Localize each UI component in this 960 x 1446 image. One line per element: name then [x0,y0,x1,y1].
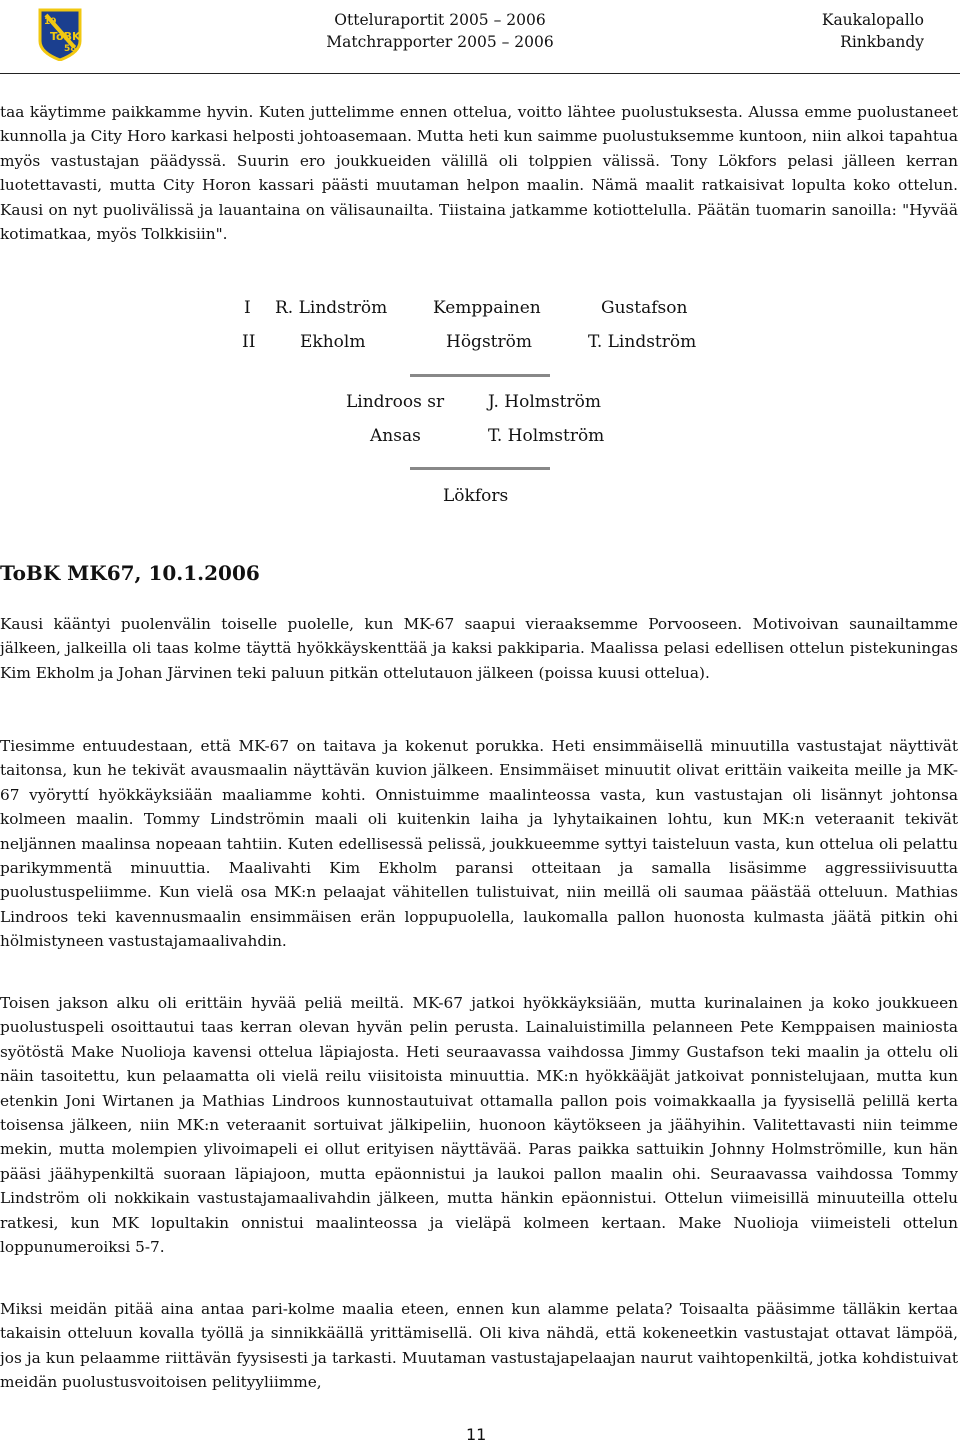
header-divider [0,73,960,74]
lineup-divider-1 [410,374,550,377]
forward-line-1-player-a: R. Lindström [275,298,388,318]
forward-line-2-player-b: Högström [446,332,532,352]
tobk-logo [36,7,84,61]
header-right [764,9,924,53]
forward-line-2-player-a: Ekholm [300,332,366,352]
defense-pair-2-player-b: T. Holmström [488,426,605,446]
defense-pair-1-player-b: J. Holmström [488,392,601,412]
logo-text: ToBK [50,30,81,43]
report-paragraph-1: Kausi kääntyi puolenvälin toiselle puolelle, kun MK-67 saapui vieraaksemme Porvooseen. Motivoivan saunailtamme jälkeen, jalkeilla oli taas kolme täyttä hyökkäyskenttää ja kaksi pakkiparia. Maalissa pelasi edellisen ottelun pistekuningas Kim Ekholm ja Johan Järvinen teki paluun pitkän ottelutauon jälkeen (poissa kuusi ottelua). [0,615,958,682]
header-title-fi: Otteluraportit 2005 – 2006 [334,11,546,29]
match-heading: ToBK MK67, 10.1.2006 [0,561,260,585]
report-paragraph-4: Miksi meidän pitää aina antaa pari-kolme maalia eteen, ennen kun alamme pelata? Toisaalta pääsimme tälläkin kertaa takaisin otteluun kovalla työllä ja sinnikkäällä yrittämisellä. Oli kiva nähdä, että kokeneetkin vastustajat ottavat lämpöä, jos ja kun pelaamme riittävän fyysisesti ja tarkasti. Muutaman vastustajapelaajan naurut vaihtopenkiltä, jotka kohdistuivat meidän puolustusvoitoisen pelityyliimme, [0,1300,958,1392]
forward-line-1-player-c: Gustafson [601,298,688,318]
header-sport-fi: Kaukalopallo [821,11,924,29]
intro-paragraph: taa käytimme paikkamme hyvin. Kuten juttelimme ennen ottelua, voitto lähtee puolustuksesta. Alussa emme puolustaneet kunnolla ja City Horo karkasi helposti johtoasemaan. Mutta heti kun saimme puolustuksemme kuntoon, niin alkoi tapahtua myös vastustajan päädyssä. Suurin ero joukkueiden välillä oli tolppien välissä. Tony Lökfors pelasi jälleen kerran luotettavasti, mutta City Horon kassari päästi muutaman helpon maalin. Nämä maalit ratkaisivat lopulta koko ottelun. Kausi on nyt puolivälissä ja lauantaina on välisaunailta. Tiistaina jatkamme kotiottelulla. Päätän tuomarin sanoilla: "Hyvää kotimatkaa, myös Tolkkisiin". [0,103,958,244]
forward-line-1-number: I [244,298,251,318]
header-center [315,9,565,53]
header-title-sv: Matchrapporter 2005 – 2006 [326,33,554,51]
report-paragraph-3: Toisen jakson alku oli erittäin hyvää peliä meiltä. MK-67 jatkoi hyökkäyksiään, mutta kurinalainen ja koko joukkueen puolustuspeli osoittautui taas kerran olevan hyvän pelin perusta. Lainaluistimilla pelanneen Pete Kemppaisen mainiosta syötöstä Make Nuolioja kavensi ottelua läpiajosta. Heti seuraavassa vaihdossa Jimmy Gustafson teki maalin ja ottelu oli näin tasoitettu, kun pelaamatta oli vielä reilu viisitoista minuuttia. MK:n hyökkääjät jatkoivat ponnistelujaan, mutta kun etenkin Joni Wirtanen ja Mathias Lindroos kunnostautuivat ottamalla pallon pois voimakkaalla ja fyysisellä pelillä kerta toisensa jälkeen, niin MK:n veteraanit sortuivat jälkipeliin, huonoon käytökseen ja jäähyihin. Valitettavasti niin teimme mekin, mutta molempien ylivoimapeli ei ollut erityisen näyttävää. Paras paikka sattuikin Johnny Holmströmille, kun hän pääsi jäähypenkiltä suoraan läpiajoon, mutta epäonnistui ja laukoi pallon maalin ohi. Seuraavassa vaihdossa Tommy Lindström oli nokkikain vastustajamaalivahdin jälkeen, mutta hänkin epäonnistui. Ottelun viimeisillä minuuteilla ottelu ratkesi, kun MK lopultakin onnistui maalinteossa ja vieläpä kolmeen kertaan. Make Nuolioja viimeisteli ottelun loppunumeroiksi 5-7. [0,994,958,1257]
defense-pair-2-player-a: Ansas [370,426,421,446]
report-paragraph-2: Tiesimme entuudestaan, että MK-67 on taitava ja kokenut porukka. Heti ensimmäisellä minuutilla vastustajat näyttivät taitonsa, kun he tekivät avausmaalin näyttävän kuvion jälkeen. Ensimmäiset minuutit olivat erittäin vaikeita meille ja MK-67 vyöryttí hyökkäyksiään maaliamme kohti. Onnistuimme maalinteossa vasta, kun vastustajan oli lisännyt johtonsa kolmeen maalin. Tommy Lindströmin maali oli kuitenkin laiha ja lyhytaikainen lohtu, kun MK:n veteraanit tekivät neljännen maalinsa nopeaan tahtiin. Kuten edellisessä pelissä, joukkueemme syttyi taisteluun vasta, kun ottelua oli pelattu parikymmentä minuuttia. Maalivahti Kim Ekholm paransi otteitaan ja samalla lisäsimme aggressiivisuutta puolustuspeliimme. Kun vielä osa MK:n pelaajat vähitellen tulistuivat, niin meillä oli saumaa päästää otteluun. Mathias Lindroos teki kavennusmaalin ensimmäisen erän loppupuolella, laukomalla pallon huonosta kulmasta jäätä pitkin ohi hölmistyneen vastustajamaalivahdin. [0,737,958,951]
page-number: 11 [466,1425,487,1444]
lineup-divider-2 [410,467,550,470]
forward-line-2-player-c: T. Lindström [588,332,697,352]
header-sport-sv: Rinkbandy [840,33,924,51]
forward-line-1-player-b: Kemppainen [433,298,541,318]
logo-year-bottom: 58 [64,44,77,54]
forward-line-2-number: II [242,332,256,352]
goalkeeper: Lökfors [443,486,509,506]
defense-pair-1-player-a: Lindroos sr [346,392,445,412]
logo-year-top: 19 [44,17,57,27]
